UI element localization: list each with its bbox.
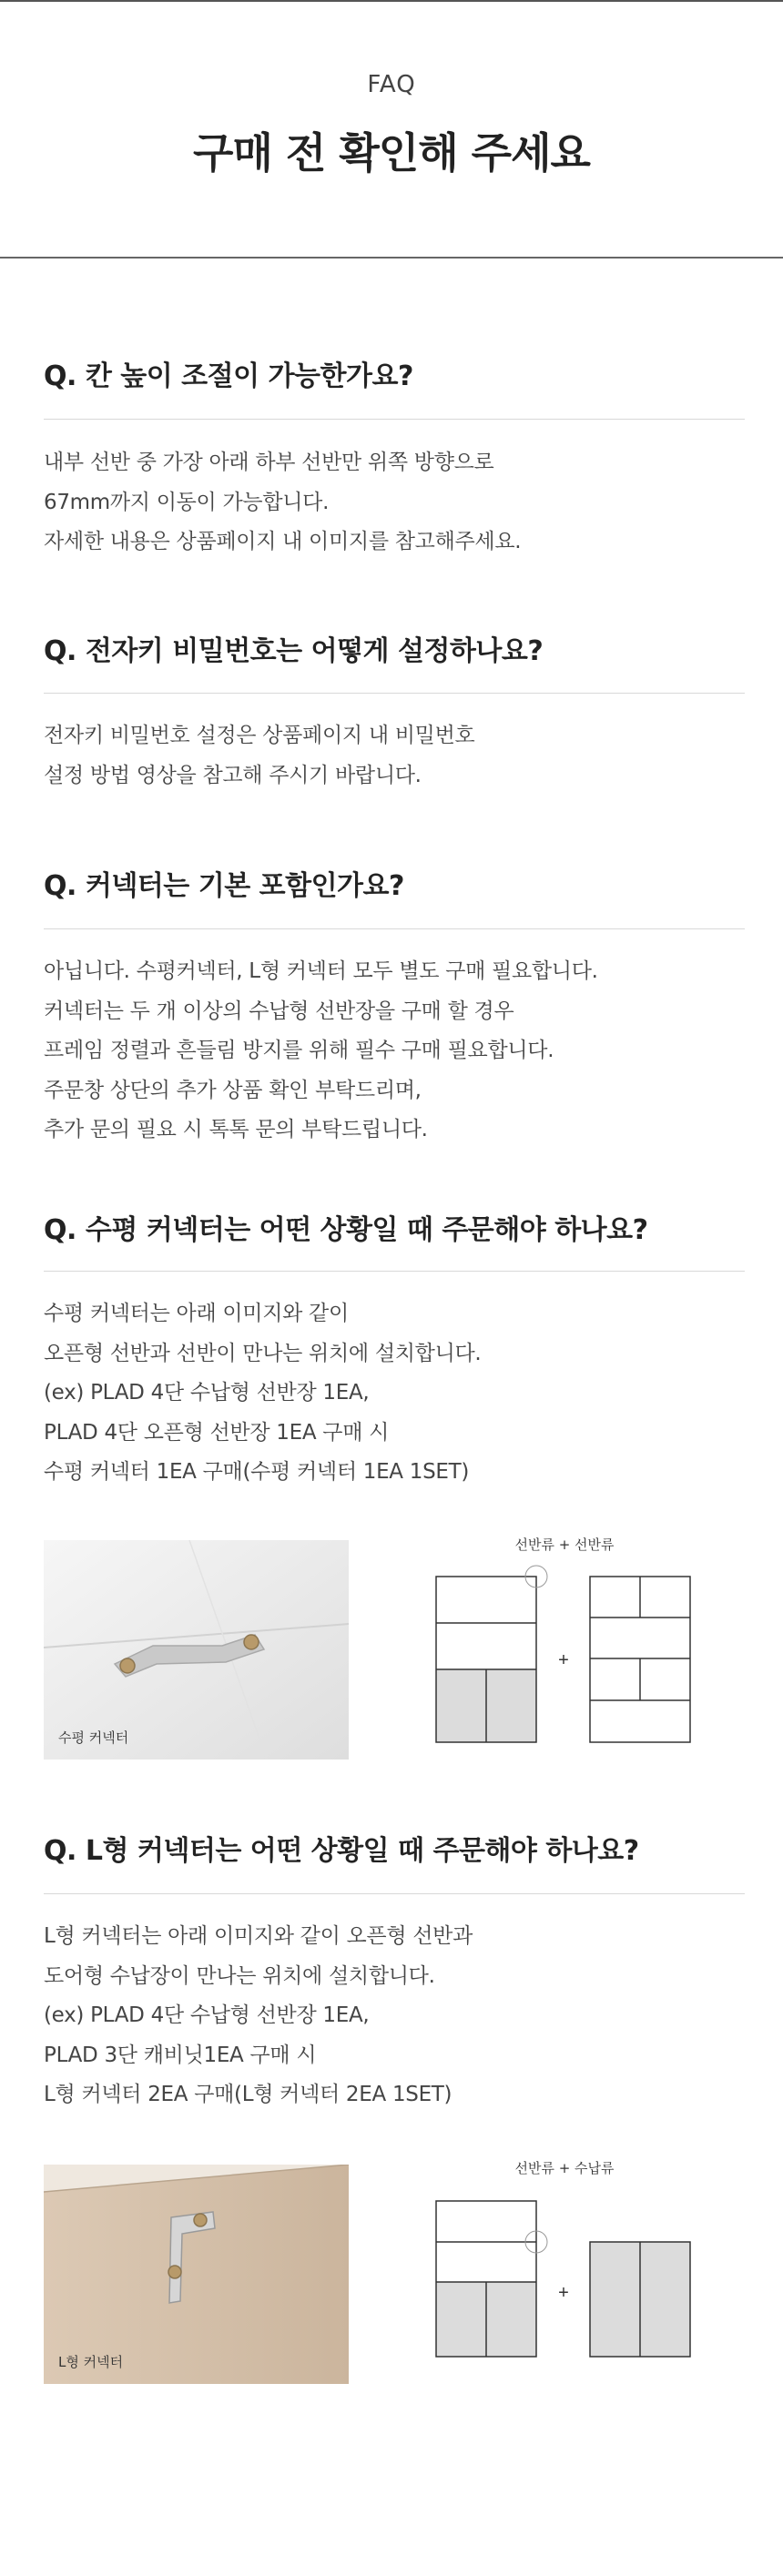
faq-divider-1 xyxy=(44,419,745,420)
faq-divider-4 xyxy=(44,1271,745,1272)
faq-answer-line: 오픈형 선반과 선반이 만나는 위치에 설치합니다. xyxy=(44,1341,482,1365)
faq-answer-line: 추가 문의 필요 시 톡톡 문의 부탁드립니다. xyxy=(44,1118,428,1141)
faq-answer-line: 설정 방법 영상을 참고해 주시기 바랍니다. xyxy=(44,763,422,787)
l-connector-photo xyxy=(44,2165,349,2384)
faq-answer-line: (ex) PLAD 4단 수납형 선반장 1EA, xyxy=(44,1381,370,1405)
faq-answer-line: 프레임 정렬과 흔들림 방지를 위해 필수 구매 필요합니다. xyxy=(44,1039,554,1062)
page-header xyxy=(0,0,783,258)
faq-answer-line: 자세한 내용은 상품페이지 내 이미지를 참고해주세요. xyxy=(44,530,522,553)
l-connector-illustration xyxy=(44,2165,349,2384)
header-divider xyxy=(0,257,783,259)
faq-question-5: Q. L형 커넥터는 어떤 상황일 때 주문해야 하나요? xyxy=(44,1835,639,1867)
faq-answer-4 xyxy=(44,1294,745,1493)
faq-answer-line: L형 커넥터 2EA 구매(L형 커넥터 2EA 1SET) xyxy=(44,2083,453,2106)
faq-answer-line: 주문창 상단의 추가 상품 확인 부탁드리며, xyxy=(44,1078,422,1102)
photo-caption: L형 커넥터 xyxy=(58,2354,124,2370)
photo-caption: 수평 커넥터 xyxy=(58,1729,129,1746)
plus-sign: + xyxy=(558,1650,569,1670)
faq-answer-line: 커넥터는 두 개 이상의 수납형 선반장을 구매 할 경우 xyxy=(44,999,514,1023)
faq-answer-line: PLAD 4단 오픈형 선반장 1EA 구매 시 xyxy=(44,1420,390,1445)
faq-question-3: Q. 커넥터는 기본 포함인가요? xyxy=(44,870,404,902)
header-eyebrow: FAQ xyxy=(367,71,416,98)
faq-question-2: Q. 전자키 비밀번호는 어떻게 설정하나요? xyxy=(44,635,544,667)
faq-answer-line: (ex) PLAD 4단 수납형 선반장 1EA, xyxy=(44,2003,370,2027)
faq-answer-line: PLAD 3단 캐비닛1EA 구매 시 xyxy=(44,2043,317,2067)
diagram-label: 선반류 + 선반류 xyxy=(514,1536,615,1553)
faq-answer-2 xyxy=(44,716,745,796)
faq-answer-line: 수평 커넥터 1EA 구매(수평 커넥터 1EA 1SET) xyxy=(44,1460,470,1484)
diagram-label: 선반류 + 수납류 xyxy=(514,2160,615,2176)
cabinet-diagram xyxy=(414,1529,715,1766)
horizontal-connector-illustration xyxy=(44,1540,349,1760)
faq-question-4: Q. 수평 커넥터는 어떤 상황일 때 주문해야 하나요? xyxy=(44,1214,648,1246)
faq-divider-3 xyxy=(44,928,745,929)
faq-answer-line: 도어형 수납장이 만나는 위치에 설치합니다. xyxy=(44,1963,435,1988)
faq-answer-line: 전자키 비밀번호 설정은 상품페이지 내 비밀번호 xyxy=(44,724,475,747)
faq-answer-line: 수평 커넥터는 아래 이미지와 같이 xyxy=(44,1302,349,1325)
faq-answer-line: 67mm까지 이동이 가능합니다. xyxy=(44,490,330,514)
cabinet-diagram xyxy=(414,2153,715,2389)
shelf-plus-cabinet-diagram xyxy=(414,2153,715,2389)
faq-answer-line: L형 커넥터는 아래 이미지와 같이 오픈형 선반과 xyxy=(44,1924,473,1948)
faq-divider-2 xyxy=(44,693,745,694)
faq-question-1: Q. 칸 높이 조절이 가능한가요? xyxy=(44,360,413,392)
faq-answer-5 xyxy=(44,1917,745,2115)
horizontal-connector-photo xyxy=(44,1540,349,1760)
page-title: 구매 전 확인해 주세요 xyxy=(193,128,590,177)
faq-answer-1 xyxy=(44,443,745,563)
faq-divider-5 xyxy=(44,1893,745,1894)
shelf-plus-shelf-diagram xyxy=(414,1529,715,1766)
faq-answer-3 xyxy=(44,952,745,1151)
faq-answer-line: 아닙니다. 수평커넥터, L형 커넥터 모두 별도 구매 필요합니다. xyxy=(44,959,598,983)
plus-sign: + xyxy=(558,2283,569,2303)
faq-answer-line: 내부 선반 중 가장 아래 하부 선반만 위쪽 방향으로 xyxy=(44,451,494,474)
